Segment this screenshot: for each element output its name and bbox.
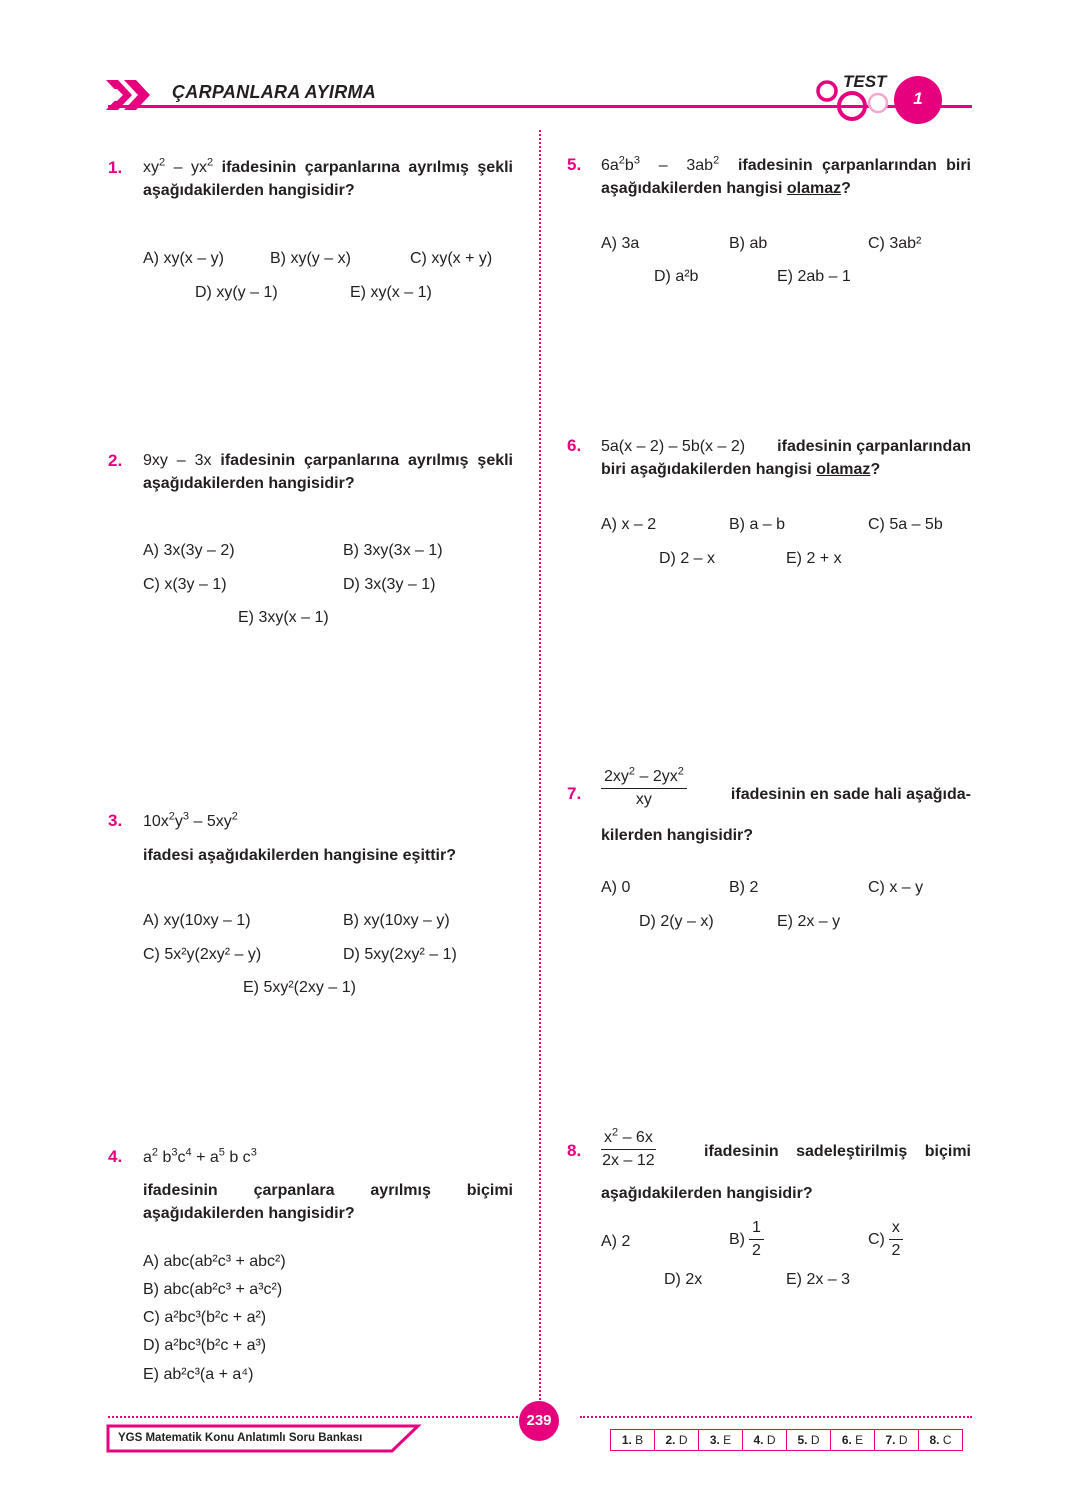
answer-key-item: 5. D: [786, 1430, 830, 1450]
answer-key: [610, 1429, 963, 1451]
q7-option-c[interactable]: C) x – y: [868, 879, 924, 896]
q6-option-a[interactable]: A) x – 2: [601, 516, 657, 533]
q8-option-d[interactable]: D) 2x: [664, 1271, 703, 1288]
question-7-number: 7.: [567, 784, 582, 803]
footer-dotted-rule-left: [108, 1416, 522, 1418]
q8-option-e[interactable]: E) 2x – 3: [786, 1271, 851, 1288]
test-label: TEST: [843, 72, 887, 91]
chapter-title: ÇARPANLARA AYIRMA: [172, 82, 377, 102]
q3-option-c[interactable]: C) 5x²y(2xy² – y): [143, 946, 262, 963]
page-number: 239: [526, 1412, 552, 1429]
answer-key-item: 4. D: [742, 1430, 786, 1450]
footer-book-title: YGS Matematik Konu Anlatımlı Soru Bankası: [118, 1432, 363, 1444]
question-6-text: 5a(x – 2) – 5b(x – 2) ifadesinin çarpanlarından biri aşağıdakilerden hangisi olamaz?: [601, 435, 971, 481]
q1-option-d[interactable]: D) xy(y – 1): [195, 284, 278, 301]
q2-option-e[interactable]: E) 3xy(x – 1): [238, 609, 329, 626]
answer-key-item: 7. D: [874, 1430, 918, 1450]
q2-option-d[interactable]: D) 3x(3y – 1): [343, 576, 436, 593]
q3-option-e[interactable]: E) 5xy²(2xy – 1): [243, 979, 356, 996]
question-5-expression: $6a^2b^3 - 3ab^2$: [601, 154, 720, 174]
q1-option-a[interactable]: A) xy(x – y): [143, 250, 224, 267]
question-1-text: $xy^2 - yx^2$ ifadesinin çarpanlarına ayrılmış şekli aşağıdakilerden hangisidir?: [143, 156, 513, 199]
answer-key-item: 3. E: [698, 1430, 742, 1450]
question-7-text-b: kilerden hangisidir?: [601, 827, 754, 844]
question-2-text: 9xy – 3x ifadesinin çarpanlarına ayrılmış şekli aşağıdakilerden hangisidir?: [143, 452, 513, 492]
q1-option-c[interactable]: C) xy(x + y): [410, 250, 493, 267]
q4-option-a[interactable]: A) abc(ab²c³ + abc²): [143, 1253, 286, 1270]
question-2-number: 2.: [108, 451, 123, 470]
q5-option-b[interactable]: B) ab: [729, 235, 768, 252]
q7-option-e[interactable]: E) 2x – y: [777, 913, 841, 930]
question-8-text-b: aşağıdakilerden hangisidir?: [601, 1185, 813, 1202]
q4-option-c[interactable]: C) a²bc³(b²c + a²): [143, 1309, 267, 1326]
q8-option-a[interactable]: A) 2: [601, 1233, 631, 1250]
test-number: 1: [913, 89, 923, 108]
question-6-number: 6.: [567, 436, 582, 455]
question-5-number: 5.: [567, 155, 582, 174]
question-8-fraction: $\frac{x^2 - 6x}{2x - 12}$: [602, 1126, 655, 1169]
question-2-expression: 9xy – 3x: [143, 452, 212, 469]
q2-option-c[interactable]: C) x(3y – 1): [143, 576, 227, 593]
test-badge-circles-icon: [814, 76, 974, 126]
question-7-text-a: ifadesinin en sade hali aşağıda-: [730, 786, 971, 803]
q3-option-b[interactable]: B) xy(10xy – y): [343, 912, 450, 929]
question-3-expression: $10x^2y^3 - 5xy^2$: [143, 810, 238, 830]
column-divider: [539, 130, 541, 1400]
question-8-number: 8.: [567, 1141, 582, 1160]
question-4-number: 4.: [108, 1147, 123, 1166]
q6-option-b[interactable]: B) a – b: [729, 516, 786, 533]
answer-key-item: 1. B: [621, 1433, 644, 1447]
answer-key-item: 2. D: [654, 1430, 698, 1450]
q7-option-b[interactable]: B) 2: [729, 879, 759, 896]
q4-option-e[interactable]: E) ab²c³(a + a⁴): [143, 1366, 254, 1383]
q1-option-e[interactable]: E) xy(x – 1): [350, 284, 432, 301]
question-7-fraction: $\frac{2xy^2 - 2yx^2}{xy}$: [601, 767, 687, 810]
q7-option-a[interactable]: A) 0: [601, 879, 631, 896]
question-3-text: ifadesi aşağıdakilerden hangisine eşittir?: [143, 847, 456, 864]
question-3-number: 3.: [108, 811, 123, 830]
q5-option-e[interactable]: E) 2ab – 1: [777, 268, 851, 285]
question-1-number: 1.: [108, 158, 123, 177]
q2-option-a[interactable]: A) 3x(3y – 2): [143, 542, 235, 559]
q3-option-a[interactable]: A) xy(10xy – 1): [143, 912, 251, 929]
question-5-text: $6a^2b^3 - 3ab^2$ ifadesinin çarpanlarından biri aşağıdakilerden hangisi olamaz?: [601, 154, 972, 197]
q4-option-d[interactable]: D) a²bc³(b²c + a³): [143, 1337, 267, 1354]
question-4-expression: $a^2$ $b^3c^4 + a^5$ b $c^3$: [143, 1146, 257, 1166]
question-4-text: ifadesinin çarpanlara ayrılmış biçimi aşağıdakilerden hangisidir?: [143, 1182, 513, 1222]
question-6-expression: 5a(x – 2) – 5b(x – 2): [601, 438, 746, 455]
q5-option-c[interactable]: C) 3ab²: [868, 235, 922, 252]
q6-option-d[interactable]: D) 2 – x: [659, 550, 716, 567]
q5-option-d[interactable]: D) a²b: [654, 268, 699, 285]
answer-key-item: 6. E: [830, 1430, 874, 1450]
q8-option-c[interactable]: C) $\frac{x}{2}$: [868, 1218, 903, 1261]
q1-option-b[interactable]: B) xy(y – x): [270, 250, 351, 267]
question-1-expression: $xy^2 - yx^2$: [143, 156, 214, 176]
q5-option-a[interactable]: A) 3a: [601, 235, 640, 252]
q2-option-b[interactable]: B) 3xy(3x – 1): [343, 542, 443, 559]
footer-dotted-rule-right: [580, 1416, 972, 1418]
question-8-text-a: ifadesinin sadeleştirilmiş biçimi: [704, 1143, 971, 1160]
q4-option-b[interactable]: B) abc(ab²c³ + a³c²): [143, 1281, 283, 1298]
q3-option-d[interactable]: D) 5xy(2xy² – 1): [343, 946, 457, 963]
q6-option-c[interactable]: C) 5a – 5b: [868, 516, 943, 533]
q7-option-d[interactable]: D) 2(y – x): [639, 913, 714, 930]
q6-option-e[interactable]: E) 2 + x: [786, 550, 842, 567]
answer-key-item: 8. C: [918, 1430, 962, 1450]
q8-option-b[interactable]: B) $\frac{1}{2}$: [729, 1218, 764, 1261]
